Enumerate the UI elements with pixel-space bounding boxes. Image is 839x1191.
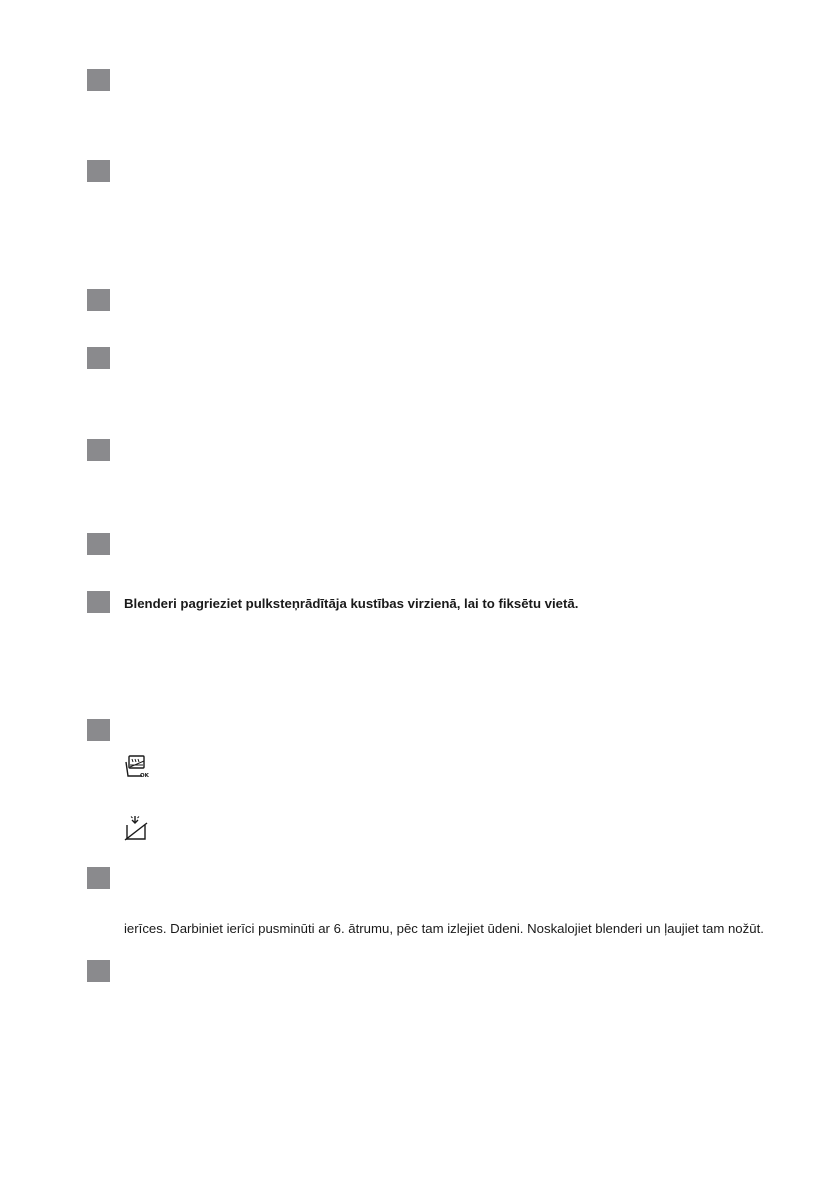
step-marker-4 xyxy=(87,347,110,369)
step-marker-8 xyxy=(87,719,110,741)
step-marker-3 xyxy=(87,289,110,311)
svg-text:OK: OK xyxy=(140,773,149,779)
step-marker-9 xyxy=(87,867,110,889)
dishwasher-ok-icon xyxy=(123,753,149,779)
step-marker-10 xyxy=(87,960,110,982)
step-marker-6 xyxy=(87,533,110,555)
step-marker-1 xyxy=(87,69,110,91)
step-marker-7 xyxy=(87,591,110,613)
step-9-continuation-text: ierīces. Darbiniet ierīci pusminūti ar 6. ātrumu, pēc tam izlejiet ūdeni. Noskalojiet blenderi un ļaujiet tam nožūt. xyxy=(124,921,764,936)
step-marker-5 xyxy=(87,439,110,461)
step-7-text: Blenderi pagrieziet pulksteņrādītāja kustības virzienā, lai to fiksētu vietā. xyxy=(124,596,579,611)
step-marker-2 xyxy=(87,160,110,182)
no-immersion-icon xyxy=(123,815,149,841)
